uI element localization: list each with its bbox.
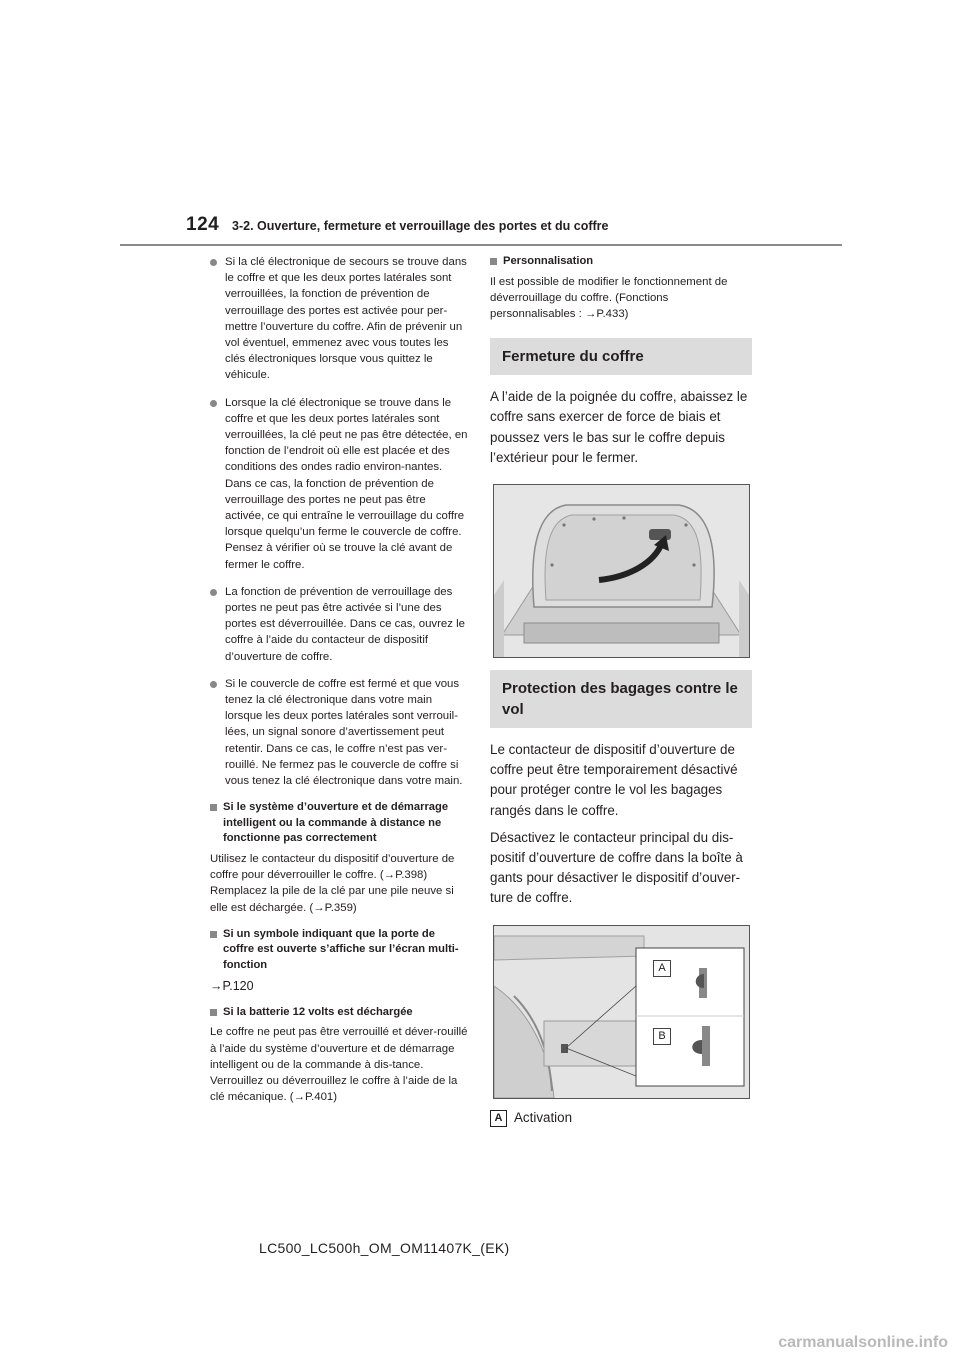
glovebox-drawing	[494, 926, 749, 1098]
bullet-item	[210, 254, 468, 384]
square-bullet-icon	[210, 1009, 217, 1016]
protection-text: Le contacteur de dispositif d’ouverture de coffre peut être temporairement désactivé pour protéger contre le vol les bagages rangés dans le coffre.	[490, 742, 738, 818]
legend-item	[490, 1108, 752, 1128]
legend-text: Activation	[514, 1109, 573, 1125]
bullet-dot-icon	[210, 589, 217, 596]
bullet-text: La fonction de prévention de verrouillage des portes ne peut pas être activée si l’une des portes est déverrouillée. Dans ce cas, ouvrez le coffre à l’aide du contacteur de dispositif d’ouverture de coffre.	[225, 585, 465, 663]
page-reference[interactable]: →P.120	[210, 978, 254, 993]
bullet-dot-icon	[210, 400, 217, 407]
bullet-text: Lorsque la clé électronique se trouve dans le coffre et que les deux portes latérales sont verrouillées, la clé peut ne pas être détectée, en fonction de l’endroit où elle est placée et des conditions des ondes radio environ-nantes. Dans ce cas, la fonction de prévention de verrouillage des portes ne peut pas être activée, ce qui entraîne le verrouillage du coffre lorsque quelqu’un ferme le couvercle de coffre. Pensez à vérifier où se trouve la clé avant de fermer le coffre.	[225, 396, 468, 571]
header-rule	[120, 244, 842, 246]
bullet-item	[210, 584, 468, 665]
bullet-dot-icon	[210, 259, 217, 266]
personalisation-heading: Personnalisation	[490, 254, 752, 270]
closing-text: A l’aide de la poignée du coffre, abaissez le coffre sans exercer de force de biais et poussez vers le bas sur le coffre depuis l’extérieur pour le fermer.	[490, 389, 748, 465]
bullet-text: Si la clé électronique de secours se trouve dans le coffre et que les deux portes latérales sont verrouillées, la fonction de prévention de verrouillage des portes est activée pour per-mettre l’ouverture du coffre. Afin de prévenir un vol éventuel, emmenez avec vous toutes les clés électroniques lorsque vous quittez le véhicule.	[225, 256, 467, 382]
protection-text: Désactivez le contacteur principal du dis-positif d’ouverture de coffre dans la boîte à gants pour désactiver le dispositif d’ouver-ture de coffre.	[490, 829, 743, 906]
trunk-lid-drawing	[494, 485, 749, 657]
subsection-heading: Si la batterie 12 volts est déchargée	[210, 1005, 468, 1021]
callout-b: B	[653, 1028, 671, 1045]
square-bullet-icon	[210, 931, 217, 938]
right-column	[490, 254, 752, 1128]
subsection-text: Le coffre ne peut pas être verrouillé et déver-rouillé à l’aide du système d’ouverture et de démarrage intelligent ou de la commande à dis-tance. Verrouillez ou déverrouillez le coffre à l’aide de la clé mécanique. (→P.401)	[210, 1026, 468, 1104]
square-bullet-icon	[210, 804, 217, 811]
section-title: 3-2. Ouverture, fermeture et verrouillage des portes et du coffre	[232, 219, 609, 233]
subsection-heading: Si le système d’ouverture et de démarrage intelligent ou la commande à distance ne fonctionne pas correctement	[210, 800, 468, 847]
watermark: carmanualsonline.info	[778, 1334, 948, 1351]
footer-model-code: LC500_LC500h_OM_OM11407K_(EK)	[259, 1240, 510, 1256]
bullet-item	[210, 676, 468, 789]
protection-heading: Protection des bagages contre le vol	[490, 670, 752, 728]
glovebox-illustration	[493, 925, 750, 1099]
personalisation-text: Il est possible de modifier le fonctionnement de déverrouillage du coffre. (Fonctions personnalisables : →P.433)	[490, 275, 728, 320]
subsection-heading: Si un symbole indiquant que la porte de coffre est ouverte s’affiche sur l’écran multi-fonction	[210, 927, 468, 974]
legend-letter-a: A	[490, 1110, 507, 1127]
closing-heading: Fermeture du coffre	[490, 338, 752, 375]
callout-a: A	[653, 960, 671, 977]
bullet-text: Si le couvercle de coffre est fermé et que vous tenez la clé électronique dans votre main lorsque les deux portes latérales sont verrouil-lées, un signal sonore d’avertissement peut retentir. Dans ce cas, le coffre n’est pas ver-rouillé. Ne fermez pas le couvercle de coffre si vous tenez la clé électronique dans votre main.	[225, 677, 463, 788]
left-column	[210, 254, 468, 1116]
bullet-dot-icon	[210, 681, 217, 688]
trunk-illustration	[493, 484, 750, 658]
subsection-text: Utilisez le contacteur du dispositif d’ouverture de coffre pour déverrouiller le coffre. (→P.398) Remplacez la pile de la clé par une pile neuve si elle est déchargée. (→P.359)	[210, 853, 455, 914]
square-bullet-icon	[490, 258, 497, 265]
bullet-item	[210, 395, 468, 573]
page-number: 124	[186, 214, 220, 235]
